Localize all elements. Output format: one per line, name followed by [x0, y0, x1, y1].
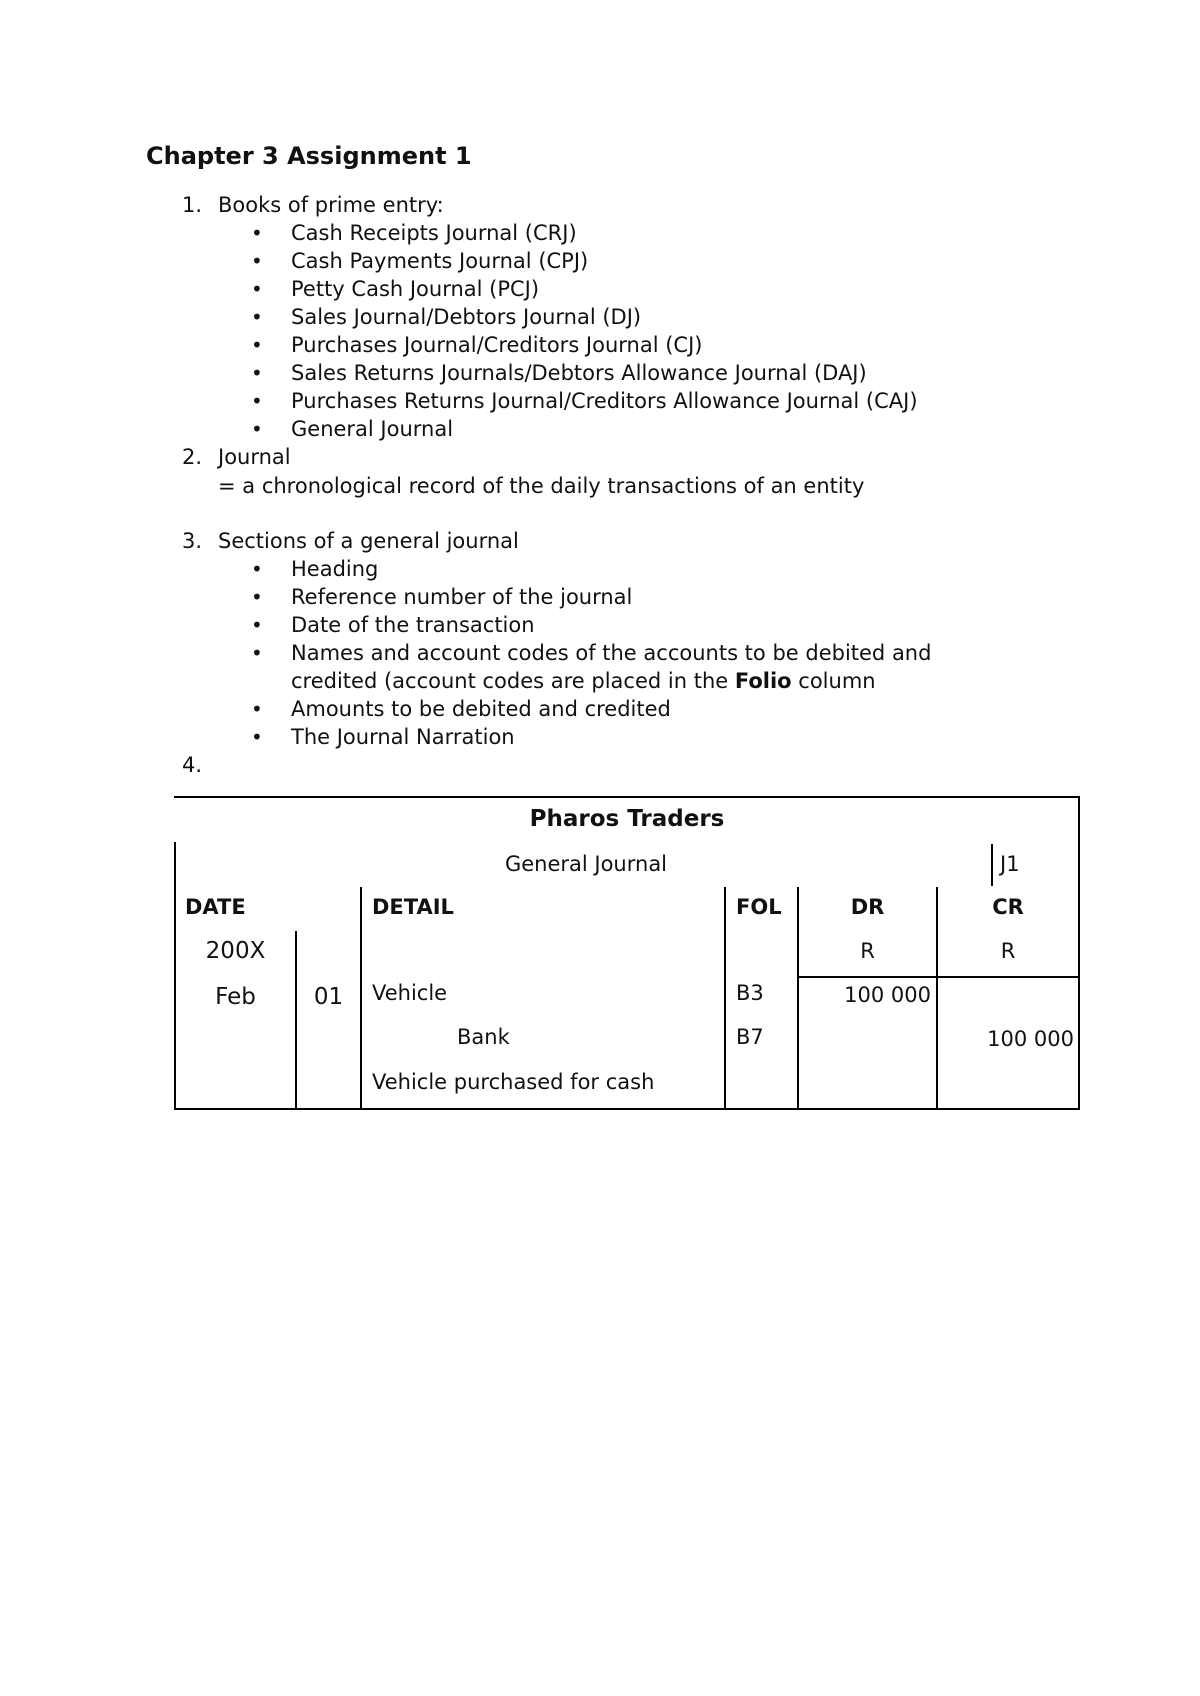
journal-reference: J1 — [1000, 852, 1020, 876]
currency-row-divider — [797, 976, 1080, 978]
continuation-suffix: column — [791, 669, 876, 693]
debit-folio: B3 — [736, 981, 764, 1005]
header-debit: DR — [850, 895, 885, 919]
bullet-icon: • — [251, 725, 263, 749]
q2-definition: = a chronological record of the daily transactions of an entity — [218, 474, 865, 498]
detail-folio-divider — [724, 887, 726, 1110]
credit-folio: B7 — [736, 1025, 764, 1049]
debit-currency: R — [860, 939, 875, 963]
bullet-icon: • — [251, 389, 263, 413]
table-left-border — [174, 842, 176, 1110]
bullet-icon: • — [251, 333, 263, 357]
list-item: Heading — [291, 557, 379, 581]
list-item: Date of the transaction — [291, 613, 535, 637]
q3-heading: Sections of a general journal — [218, 529, 519, 553]
header-credit: CR — [992, 895, 1024, 919]
header-date: DATE — [185, 895, 246, 919]
list-item: Cash Payments Journal (CPJ) — [291, 249, 589, 273]
q1-heading: Books of prime entry: — [218, 193, 444, 217]
bullet-icon: • — [251, 361, 263, 385]
credit-currency: R — [1000, 939, 1016, 963]
bullet-icon: • — [251, 613, 263, 637]
list-item-continuation — [291, 667, 876, 695]
bullet-icon: • — [251, 557, 263, 581]
header-folio: FOL — [736, 895, 782, 919]
bullet-icon: • — [251, 221, 263, 245]
date-day-divider — [295, 931, 297, 1110]
list-item: Amounts to be debited and credited — [291, 697, 671, 721]
bullet-icon: • — [251, 305, 263, 329]
q4-number: 4. — [182, 753, 203, 777]
q3-number: 3. — [182, 529, 203, 553]
business-name: Pharos Traders — [529, 806, 725, 832]
list-item: Sales Journal/Debtors Journal (DJ) — [291, 305, 642, 329]
table-top-border — [174, 796, 1080, 798]
credit-amount: 100 000 — [987, 1027, 1074, 1051]
credit-account: Bank — [457, 1025, 510, 1049]
debit-account: Vehicle — [372, 981, 448, 1005]
list-item: Names and account codes of the accounts to be debited and — [291, 641, 932, 665]
list-item: Sales Returns Journals/Debtors Allowance Journal (DAJ) — [291, 361, 867, 385]
q2-heading: Journal — [218, 445, 291, 469]
list-item: Purchases Journal/Creditors Journal (CJ) — [291, 333, 703, 357]
bullet-icon: • — [251, 417, 263, 441]
q1-number: 1. — [182, 193, 203, 217]
bullet-icon: • — [251, 697, 263, 721]
folio-emphasis: Folio — [734, 669, 792, 693]
general-journal-table — [174, 796, 1080, 1110]
list-item: Petty Cash Journal (PCJ) — [291, 277, 540, 301]
list-item: Cash Receipts Journal (CRJ) — [291, 221, 577, 245]
table-bottom-border — [174, 1108, 1080, 1110]
journal-name: General Journal — [504, 852, 668, 876]
header-detail: DETAIL — [372, 895, 454, 919]
list-item: The Journal Narration — [291, 725, 515, 749]
list-item: Purchases Returns Journal/Creditors Allowance Journal (CAJ) — [291, 389, 918, 413]
bullet-icon: • — [251, 249, 263, 273]
continuation-prefix: credited (account codes are placed in the — [291, 669, 735, 693]
page-title: Chapter 3 Assignment 1 — [146, 142, 472, 170]
date-detail-divider — [360, 887, 362, 1110]
bullet-icon: • — [251, 641, 263, 665]
q2-number: 2. — [182, 445, 203, 469]
year-cell: 200X — [205, 938, 266, 964]
month-cell: Feb — [215, 984, 256, 1010]
bullet-icon: • — [251, 277, 263, 301]
debit-amount: 100 000 — [844, 983, 931, 1007]
list-item: General Journal — [291, 417, 454, 441]
bullet-icon: • — [251, 585, 263, 609]
narration: Vehicle purchased for cash — [372, 1070, 655, 1094]
list-item: Reference number of the journal — [291, 585, 633, 609]
table-right-border — [1078, 796, 1080, 1110]
day-cell: 01 — [313, 984, 344, 1010]
